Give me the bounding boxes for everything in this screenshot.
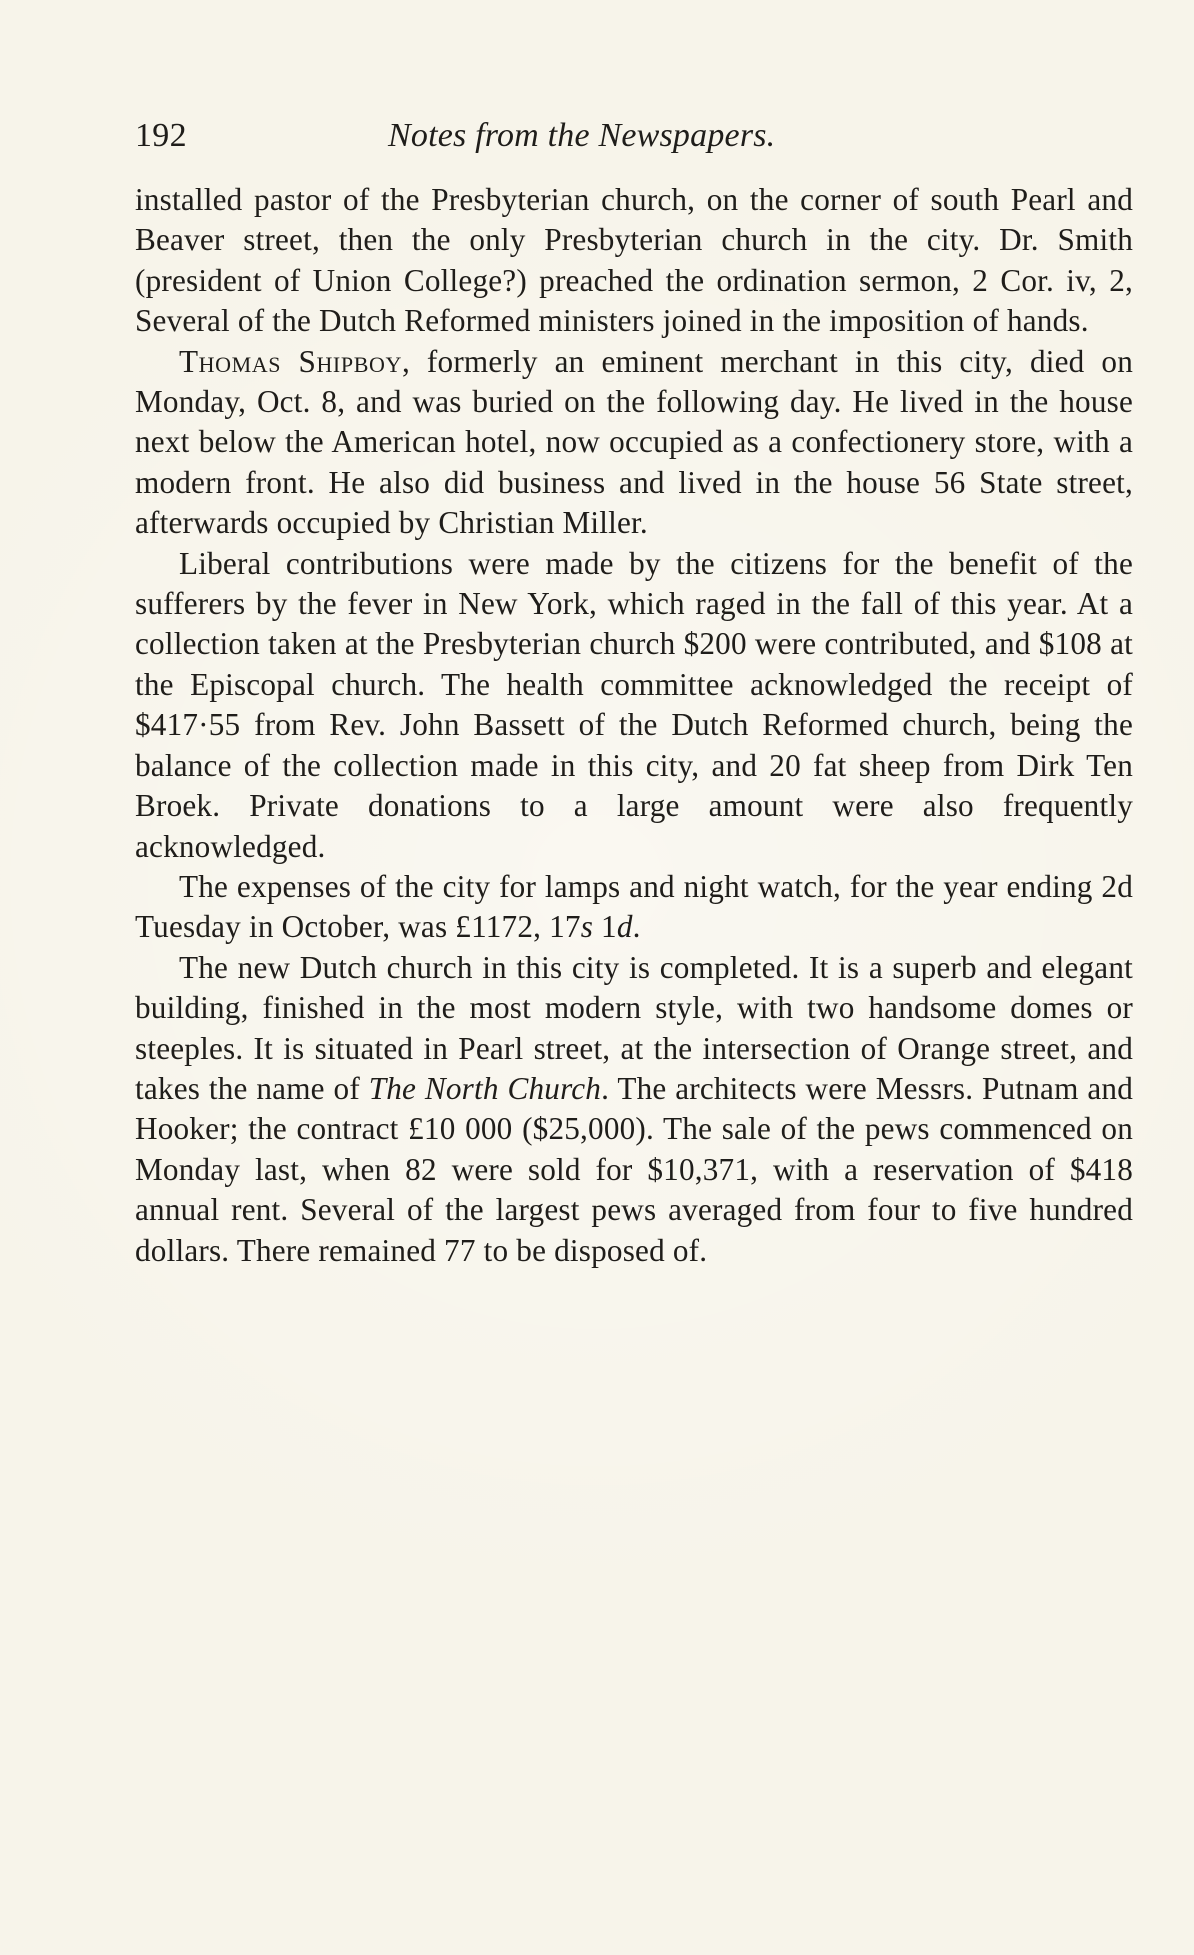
paragraph-shipboy-installation [135, 180, 1133, 342]
pence-unit: d [616, 909, 633, 945]
church-name: The North Church [368, 1070, 602, 1106]
paragraph-thomas-shipboy [135, 342, 1133, 544]
pence-amount: 1 [593, 909, 617, 945]
paragraph-text: installed pastor of the Presbyterian church, on the corner of south Pearl and Beaver street, then the only Presbyterian church in the city. Dr. Smith (president of Union College?) preached the ordination sermon, 2 Cor. iv, 2, Several of the Dutch Reformed ministers joined in the imposition of hands. [135, 182, 1133, 339]
paragraph-text-before: The expenses of the city for lamps and night watch, for the year ending 2d Tuesday in October, was £1172, 17 [135, 868, 1133, 945]
paragraph-fever-contributions [135, 544, 1133, 867]
body-text [135, 180, 1133, 1271]
paragraph-text: , formerly an eminent merchant in this city, died on Monday, Oct. 8, and was buried on the following day. He lived in the house next below the American hotel, now occupied as a confectionery store, with a modern front. He also did business and lived in the house 56 State street, afterwards occupied by Christian Miller. [135, 343, 1134, 541]
paragraph-text-after: . [632, 909, 641, 945]
paragraph-text-after: . The architects were Messrs. Putnam and Hooker; the contract £10 000 ($25,000). The sale of the pews commenced on Monday last, when 82 were sold for $10,371, with a reservation of $418 annual rent. Several of the largest pews averaged from four to five hundred dollars. There remained 77 to be disposed of. [135, 1070, 1133, 1268]
page-header [135, 112, 1133, 160]
paragraph-north-church [135, 948, 1133, 1271]
paragraph-city-expenses [135, 867, 1133, 948]
paragraph-text: Liberal contributions were made by the citizens for the benefit of the sufferers by the fever in New York, which raged in the fall of this year. At a collection taken at the Presbyterian church $200 were contributed, and $108 at the Episcopal church. The health committee acknowledged the receipt of $417·55 from Rev. John Bassett of the Dutch Reformed church, being the balance of the collection made in this city, and 20 fat sheep from Dirk Ten Broek. Private donations to a large amount were also frequently acknowledged. [135, 545, 1133, 864]
page-number: 192 [135, 117, 187, 154]
shillings-unit: s [580, 909, 594, 945]
paragraph-text-before: The new Dutch church in this city is completed. It is a superb and elegant building, finished in the most modern style, with two handsome domes or steeples. It is situated in Pearl street, at the intersection of Orange street, and takes the name of [135, 949, 1133, 1106]
person-name: Thomas Shipboy [179, 343, 402, 379]
running-title: Notes from the Newspapers. [388, 117, 776, 154]
